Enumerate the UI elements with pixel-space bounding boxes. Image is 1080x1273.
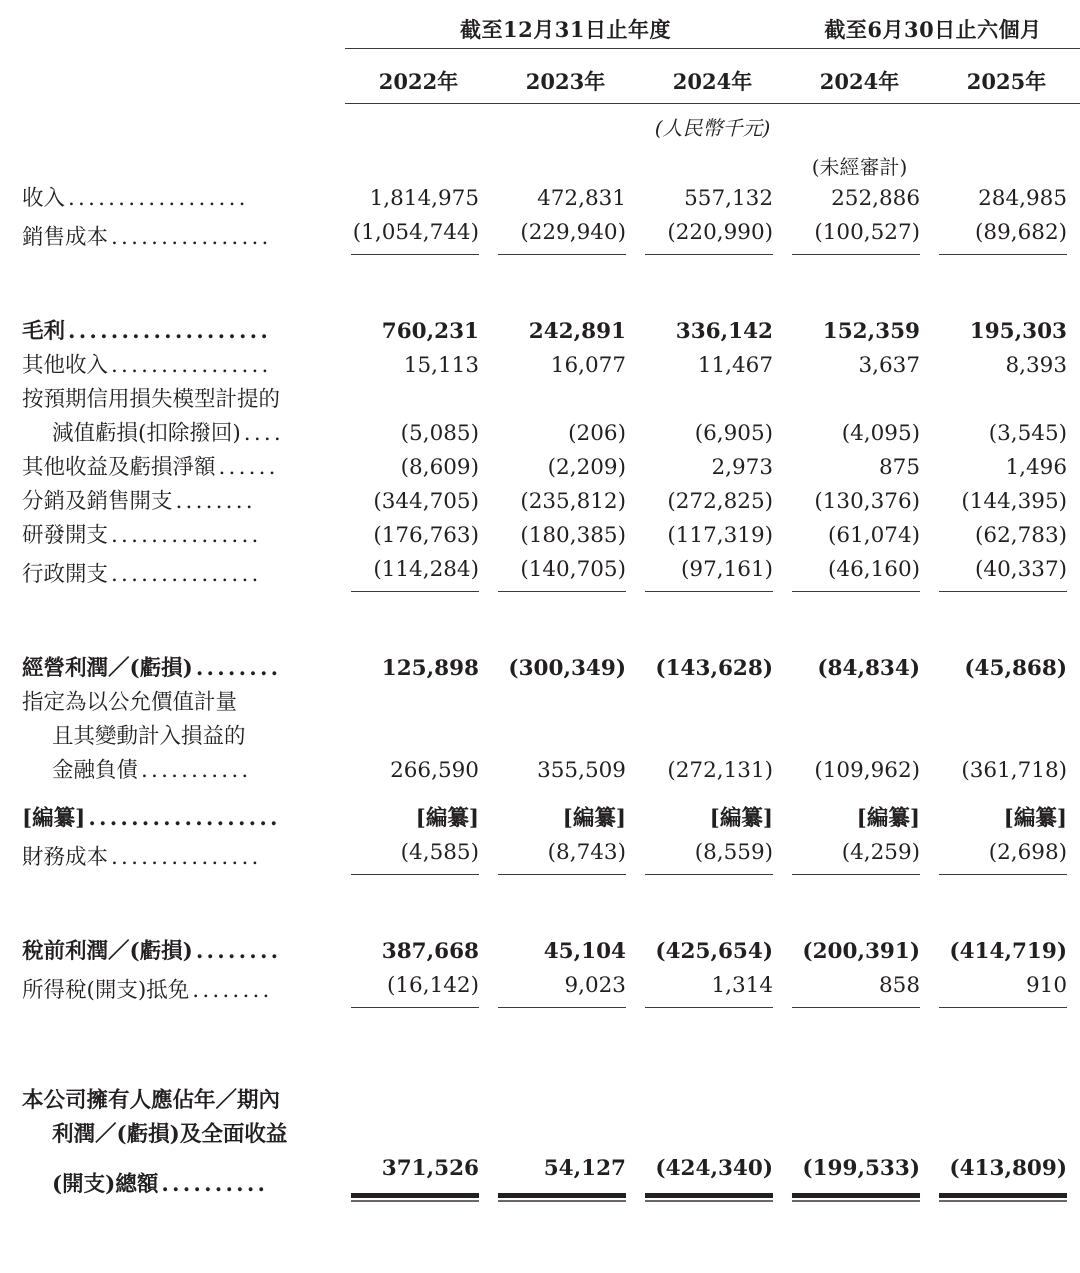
row-label [0,802,345,836]
leader-dots: ........ [195,655,282,681]
cell-value-text: (414,719) [949,938,1068,964]
cell-value [639,652,786,686]
cell-value [786,417,933,451]
table-body [0,182,1080,1202]
cell-value [492,720,639,754]
row-gap [0,592,1080,622]
cell-value-text: 2,973 [711,454,774,480]
row-gap [0,905,1080,935]
cell-value-text: (180,385) [520,522,626,548]
cell-value-text: (97,161) [681,556,774,582]
cell-value-text: 1,314 [711,972,774,998]
table-row [0,417,1080,451]
group-header-row [0,0,1080,49]
cell-value [639,315,786,349]
row-label [0,935,345,969]
row-label [0,216,345,255]
cell-value [492,485,639,519]
row-label-text: 行政開支 [22,561,109,587]
table-row [0,969,1080,1008]
cell-value [786,652,933,686]
header-spacer-row [0,49,1080,56]
table-row [0,182,1080,216]
cell-value [639,720,786,754]
table-row [0,349,1080,383]
row-label-text: 毛利 [22,318,66,344]
cell-value [345,1084,492,1118]
cell-value [345,182,492,216]
cell-value-text: 252,886 [831,185,921,211]
cell-value [786,802,933,836]
cell-value-text: (5,085) [400,420,479,446]
cell-value [639,451,786,485]
cell-value [492,182,639,216]
cell-value-text: (40,337) [975,556,1068,582]
cell-value [492,216,639,255]
cell-value-text: 266,590 [390,757,479,783]
table-row [0,686,1080,720]
cell-value [345,652,492,686]
row-label-text: 金融負債 [52,757,139,783]
row-label-text: 經營利潤／(虧損) [22,655,193,681]
cell-value [933,553,1080,592]
table-row [0,383,1080,417]
cell-value-text: 355,509 [537,757,626,783]
row-gap [0,788,1080,802]
cell-value [933,935,1080,969]
cell-value [933,485,1080,519]
cell-value-text: [編纂] [1003,805,1068,831]
cell-value-text: 336,142 [675,318,774,344]
cell-value [492,383,639,417]
cell-value [639,935,786,969]
cell-value [492,652,639,686]
row-label [0,417,345,451]
table-row [0,652,1080,686]
cell-value-text: 15,113 [403,352,479,378]
total-double-rule [351,1193,479,1202]
cell-value [345,754,492,788]
cell-value-text: (272,131) [667,757,774,783]
cell-value [933,754,1080,788]
table-row [0,451,1080,485]
cell-value-text: (2,698) [988,839,1068,865]
cell-value [786,519,933,553]
leader-dots: .................. [88,805,281,831]
cell-value [933,315,1080,349]
row-label [0,836,345,875]
leader-dots: ........ [175,488,256,514]
cell-value-text: 54,127 [543,1155,626,1181]
cell-value [639,485,786,519]
cell-value-text: [編纂] [562,805,626,831]
cell-value-text: [編纂] [709,805,774,831]
table-row [0,1118,1080,1152]
row-gap [0,622,1080,652]
cell-value [786,686,933,720]
cell-value [345,485,492,519]
cell-value-text: (114,284) [373,556,479,582]
cell-value [639,349,786,383]
cell-value [345,553,492,592]
cell-value [639,553,786,592]
cell-value [639,836,786,875]
cell-value [933,1118,1080,1152]
table-row [0,754,1080,788]
total-double-rule [792,1193,920,1202]
cell-value [933,969,1080,1008]
row-label-text: 分銷及銷售開支 [22,488,173,514]
row-label-text: 財務成本 [22,844,109,870]
cell-value-text: (200,391) [802,938,921,964]
cell-value [492,349,639,383]
cell-value [345,836,492,875]
cell-value [786,216,933,255]
cell-value [345,349,492,383]
cell-value [786,1118,933,1152]
cell-value-text: (2,209) [547,454,626,480]
row-label-text: 其他收益及虧損淨額 [22,454,216,480]
cell-value [639,216,786,255]
table-row [0,935,1080,969]
cell-value-text: 387,668 [381,938,479,964]
cell-value-text: (140,705) [520,556,626,582]
cell-value [933,836,1080,875]
row-label-text: 銷售成本 [22,224,109,250]
cell-value [639,686,786,720]
cell-value [786,451,933,485]
cell-value-text: (300,349) [508,655,626,681]
cell-value [492,1152,639,1202]
group-header-spacer [0,0,345,49]
row-gap [0,255,1080,285]
cell-value-text: (4,259) [841,839,921,865]
cell-value [345,969,492,1008]
cell-value [639,417,786,451]
row-label-text: 利潤／(虧損)及全面收益 [52,1121,288,1147]
cell-value [933,1152,1080,1202]
row-label-text: (開支)總額 [52,1171,159,1197]
row-label [0,1084,345,1118]
cell-value-text: 1,496 [1005,454,1068,480]
cell-value-text: (413,809) [949,1155,1068,1181]
leader-dots: .... [243,420,284,446]
cell-value [492,969,639,1008]
table-row [0,836,1080,875]
row-label-text: [編纂] [22,805,86,831]
row-label [0,519,345,553]
cell-value [786,935,933,969]
row-label [0,720,345,754]
row-gap [0,875,1080,905]
table-row [0,485,1080,519]
cell-value [345,1118,492,1152]
leader-dots: ........... [141,757,252,783]
cell-value [786,383,933,417]
year-header-2024-interim: 2024年 [786,56,933,104]
row-label [0,485,345,519]
leader-dots: ............... [111,561,262,587]
cell-value [639,1118,786,1152]
year-header-2024-annual: 2024年 [639,56,786,104]
cell-value [639,383,786,417]
cell-value [492,451,639,485]
cell-value [786,182,933,216]
currency-unit-note: (人民幣千元) [654,115,771,140]
total-double-rule [498,1193,626,1202]
cell-value [639,519,786,553]
table-row [0,216,1080,255]
row-label [0,686,345,720]
cell-value [933,417,1080,451]
cell-value-text: (425,654) [655,938,774,964]
cell-value [933,652,1080,686]
cell-value-text: (61,074) [828,522,921,548]
cell-value-text: (117,319) [667,522,774,548]
cell-value [345,686,492,720]
cell-value-text: 472,831 [537,185,626,211]
cell-value-text: (1,054,744) [352,219,479,245]
cell-value [492,1118,639,1152]
leader-dots: ........ [192,977,273,1003]
cell-value [933,720,1080,754]
leader-dots: .................. [68,185,249,211]
row-label [0,383,345,417]
cell-value [345,1152,492,1202]
cell-value [786,1084,933,1118]
leader-dots: ............... [111,522,262,548]
row-label [0,969,345,1008]
cell-value [639,1084,786,1118]
cell-value-text: 8,393 [1005,352,1068,378]
cell-value [933,519,1080,553]
cell-value-text: 152,359 [822,318,921,344]
cell-value-text: [編纂] [856,805,921,831]
row-label [0,553,345,592]
row-label [0,1152,345,1202]
row-label [0,182,345,216]
cell-value [933,182,1080,216]
cell-value [933,349,1080,383]
cell-value-text: (199,533) [802,1155,921,1181]
cell-value [933,383,1080,417]
cell-value [492,802,639,836]
cell-value [933,686,1080,720]
cell-value [345,417,492,451]
total-double-rule [645,1193,773,1202]
cell-value-text: (235,812) [520,488,626,514]
cell-value-text: 9,023 [564,972,626,998]
cell-value-text: (424,340) [655,1155,774,1181]
table-row [0,1152,1080,1202]
cell-value-text: (8,743) [547,839,626,865]
cell-value-text: (143,628) [655,655,774,681]
cell-value [639,182,786,216]
cell-value [639,1152,786,1202]
cell-value [492,836,639,875]
year-header-2023: 2023年 [492,56,639,104]
cell-value-text: (130,376) [814,488,921,514]
row-gap [0,1046,1080,1084]
cell-value-text: (3,545) [988,420,1068,446]
group-header-interim: 截至6月30日止六個月 [786,0,1080,49]
leader-dots: ...... [218,454,279,480]
year-header-2025-interim: 2025年 [933,56,1080,104]
total-double-rule [939,1193,1067,1202]
cell-value-text: (176,763) [373,522,479,548]
row-label [0,315,345,349]
cell-value [345,802,492,836]
cell-value-text: 125,898 [381,655,479,681]
year-header-2022: 2022年 [345,56,492,104]
cell-value-text: (144,395) [961,488,1068,514]
cell-value-text: (4,095) [841,420,921,446]
cell-value-text: 3,637 [858,352,921,378]
cell-value-text: 45,104 [543,938,626,964]
cell-value [933,802,1080,836]
row-gap [0,1008,1080,1046]
year-header-spacer [0,56,345,104]
cell-value [492,754,639,788]
cell-value [786,315,933,349]
cell-value-text: (46,160) [828,556,921,582]
cell-value [786,754,933,788]
cell-value [786,720,933,754]
row-label-text: 研發開支 [22,522,109,548]
cell-value [786,969,933,1008]
cell-value [492,417,639,451]
table-row [0,553,1080,592]
cell-value-text: (229,940) [520,219,626,245]
cell-value-text: 284,985 [978,185,1068,211]
cell-value [492,1084,639,1118]
leader-dots: ................... [68,318,272,344]
cell-value-text: (84,834) [817,655,921,681]
cell-value [786,836,933,875]
cell-value [492,519,639,553]
year-header-row [0,56,1080,104]
cell-value [933,451,1080,485]
table-row [0,1084,1080,1118]
cell-value [639,802,786,836]
row-label [0,451,345,485]
cell-value-text: 11,467 [697,352,774,378]
row-label-text: 稅前利潤／(虧損) [22,938,193,964]
cell-value [345,935,492,969]
cell-value-text: (8,609) [400,454,479,480]
cell-value-text: (16,142) [386,972,479,998]
leader-dots: ................ [111,224,272,250]
cell-value-text: (89,682) [975,219,1068,245]
cell-value [345,720,492,754]
cell-value [345,216,492,255]
cell-value [345,383,492,417]
cell-value [786,1152,933,1202]
cell-value-text: (45,868) [964,655,1068,681]
row-label [0,652,345,686]
row-label [0,1118,345,1152]
cell-value-text: 371,526 [381,1155,479,1181]
cell-value-text: (100,527) [814,219,921,245]
cell-value-text: 1,814,975 [369,185,479,211]
cell-value [639,754,786,788]
cell-value-text: (109,962) [814,757,921,783]
cell-value-text: 242,891 [528,318,626,344]
table-header [0,0,1080,182]
leader-dots: ................ [111,352,272,378]
table-row [0,802,1080,836]
row-label [0,754,345,788]
cell-value-text: 195,303 [969,318,1068,344]
cell-value [492,553,639,592]
cell-value-text: (62,783) [975,522,1068,548]
cell-value [639,969,786,1008]
cell-value [345,519,492,553]
cell-value-text: (206) [568,420,626,446]
group-header-annual: 截至12月31日止年度 [345,0,786,49]
row-label-text: 所得稅(開支)抵免 [22,977,190,1003]
leader-dots: ............... [111,844,262,870]
cell-value [786,349,933,383]
cell-value [345,315,492,349]
row-label-text: 且其變動計入損益的 [52,723,246,749]
row-label-text: 按預期信用損失模型計提的 [22,386,281,412]
cell-value-text: (220,990) [667,219,774,245]
cell-value-text: (272,825) [667,488,774,514]
cell-value [933,216,1080,255]
cell-value [345,451,492,485]
unaudited-note-row [0,143,1080,182]
currency-unit-row [0,103,1080,143]
cell-value-text: 858 [878,972,921,998]
cell-value-text: 875 [878,454,921,480]
row-label-text: 本公司擁有人應佔年／期內 [22,1087,281,1113]
leader-dots: ........ [195,938,282,964]
cell-value-text: [編纂] [415,805,479,831]
cell-value-text: (344,705) [373,488,479,514]
row-label-text: 減值虧損(扣除撥回) [52,420,241,446]
table-row [0,720,1080,754]
cell-value-text: (361,718) [961,757,1068,783]
row-label-text: 其他收入 [22,352,109,378]
leader-dots: .......... [161,1171,269,1197]
cell-value-text: (4,585) [400,839,479,865]
cell-value [492,935,639,969]
cell-value-text: 910 [1025,972,1068,998]
row-label-text: 指定為以公允價值計量 [22,689,238,715]
cell-value [492,686,639,720]
row-label-text: 收入 [22,185,66,211]
table-row [0,315,1080,349]
cell-value [933,1084,1080,1118]
cell-value [786,485,933,519]
cell-value-text: (8,559) [694,839,774,865]
cell-value-text: 16,077 [550,352,626,378]
unaudited-note: (未經審計) [811,154,908,179]
cell-value [786,553,933,592]
table-row [0,519,1080,553]
cell-value [492,315,639,349]
row-gap [0,285,1080,315]
row-label [0,349,345,383]
cell-value-text: (6,905) [694,420,774,446]
cell-value-text: 557,132 [684,185,774,211]
cell-value-text: 760,231 [381,318,479,344]
